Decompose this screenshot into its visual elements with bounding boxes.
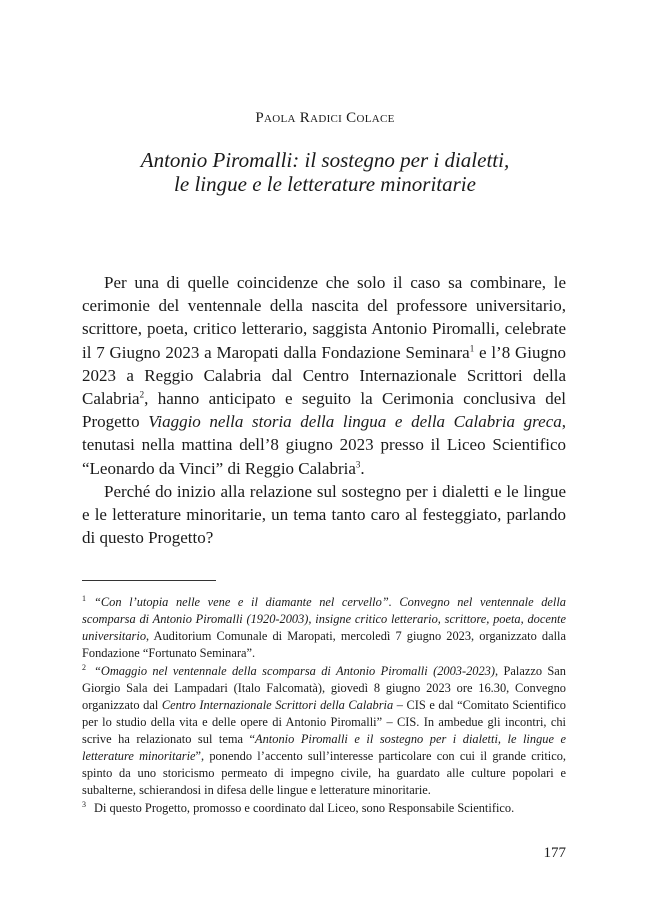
footnote-1 (82, 594, 566, 662)
footnote-1-italic: “Con l’utopia nelle vene e il diamante nel cervello”. Convegno nel ventennale della scomparsa di Antonio Piromalli (1920-2003), insigne critico letterario, scrittore, poeta, docente universitario (82, 595, 566, 643)
footnote-ref-2: 2 (139, 389, 145, 400)
p1-project-title: Viaggio nella storia della lingua e della Calabria greca (148, 412, 562, 432)
footnotes (82, 594, 566, 818)
footnote-2-italic-1: “Omaggio nel ventennale della scomparsa di Antonio Piromalli (2003-2023) (94, 664, 496, 678)
footnote-1-text: , Auditorium Comunale di Maropati, mercoledì 7 giugno 2023, organizzato dalla Fondazione “Fortunato Seminara”. (82, 629, 566, 660)
footnote-3 (82, 800, 566, 817)
footnote-2 (82, 663, 566, 799)
p1-text-2: e l’8 Giugno 2023 a Reggio Calabria dal Centro Internazionale Scrittori della Calabria (82, 342, 566, 409)
page-number: 177 (543, 845, 566, 861)
p1-text-3: , hanno anticipato e seguito la Cerimonia conclusiva del Progetto (82, 389, 566, 432)
footnote-separator (82, 580, 216, 581)
footnote-2-text-3: ”, ponendo l’accento sull’interesse particolare con cui il grande critico, spinto da uno storicismo permeato di impegno civile, ha guardato alle culture popolari e subalterne, schierandosi in difesa delle lingue e letterature minoritarie. (82, 749, 567, 797)
paragraph-1 (82, 271, 566, 480)
p1-text-4: , tenutasi nella mattina dell’8 giugno 2023 presso il Liceo Scientifico “Leonardo da Vinci” di Reggio Calabria (82, 412, 566, 478)
footnote-3-text: Di questo Progetto, promosso e coordinato dal Liceo, sono Responsabile Scientifico. (94, 801, 515, 815)
footnote-2-italic-3: Antonio Piromalli e il sostegno per i dialetti, le lingue e letterature minoritarie (82, 732, 566, 763)
footnote-1-number: 1 (82, 593, 86, 603)
footnote-2-italic-2: Centro Internazionale Scrittori della Calabria (161, 698, 394, 712)
footnote-2-text-2: – CIS e dal “Comitato Scientifico per lo studio della vita e delle opere di Antonio Piromalli” – CIS. In ambedue gli incontri, chi scrive ha relazionato sul tema “ (82, 698, 567, 746)
p1-text-5: . (360, 458, 365, 478)
footnote-2-number: 2 (82, 662, 86, 672)
article-title-line-1: Antonio Piromalli: il sostegno per i dialetti, (140, 148, 510, 172)
author-name: Paola Radici Colace (255, 110, 395, 126)
p1-text-1: Per una di quelle coincidenze che solo il caso sa combinare, le cerimonie del ventennale della nascita del professore universitario, scrittore, poeta, critico letterario, saggista Antonio Piromalli, celebrate il 7 Giugno 2023 a Maropati dalla Fondazione Seminara (82, 273, 566, 362)
body-text (82, 271, 566, 549)
footnote-ref-1: 1 (469, 342, 475, 353)
article-title (0, 148, 650, 196)
footnote-3-number: 3 (82, 799, 86, 809)
paragraph-2: Perché do inizio alla relazione sul sostegno per i dialetti e le lingue e le letterature minoritarie, un tema tanto caro al festeggiato, parlando di questo Progetto? (82, 481, 566, 548)
article-title-line-2: le lingue e le letterature minoritarie (174, 172, 476, 196)
footnote-2-text-1: , Palazzo San Giorgio Sala dei Lampadari (Italo Falcomatà), giovedì 8 giugno 2023 ore 16.30, Convegno organizzato dal (82, 664, 566, 712)
footnote-ref-3: 3 (355, 458, 361, 469)
